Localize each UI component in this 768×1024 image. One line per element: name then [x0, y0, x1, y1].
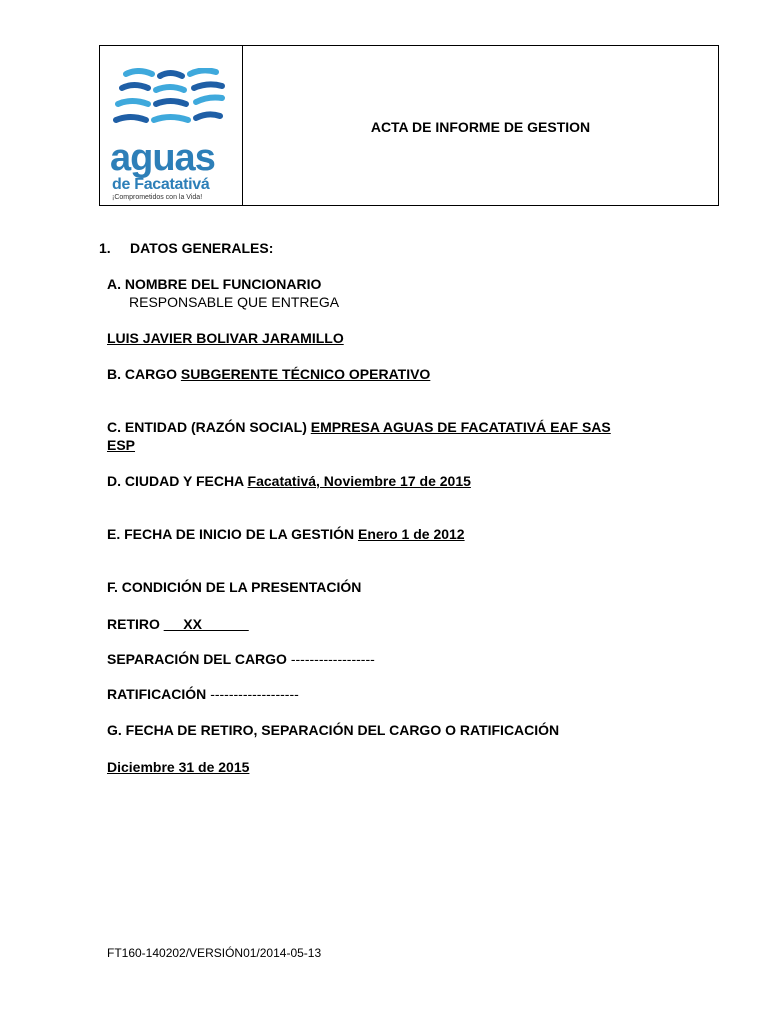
item-d-row — [107, 473, 471, 490]
item-a-value: LUIS JAVIER BOLIVAR JARAMILLO — [107, 330, 344, 346]
item-c-row — [107, 419, 611, 436]
water-waves-logo-icon — [108, 68, 234, 138]
item-a-sublabel: RESPONSABLE QUE ENTREGA — [129, 294, 340, 310]
item-a-label: A. NOMBRE DEL FUNCIONARIO — [107, 276, 322, 292]
item-e-row — [107, 526, 465, 543]
document-title: ACTA DE INFORME DE GESTION — [370, 119, 591, 135]
separacion-row — [107, 651, 375, 668]
item-g-value: Diciembre 31 de 2015 — [107, 759, 250, 775]
item-c-value-continued: ESP — [107, 437, 136, 453]
ratificacion-label: RATIFICACIÓN — [107, 686, 211, 702]
header-table — [99, 45, 719, 206]
item-f-label: F. CONDICIÓN DE LA PRESENTACIÓN — [107, 579, 362, 595]
section-title: DATOS GENERALES: — [130, 240, 274, 256]
logo-subtitle: de Facatativá — [112, 176, 210, 193]
logo-tagline: ¡Comprometidos con la Vida! — [112, 194, 203, 201]
title-cell — [243, 46, 718, 205]
item-d-value: Facatativá, Noviembre 17 de 2015 — [247, 473, 471, 489]
item-c-value: EMPRESA AGUAS DE FACATATIVÁ EAF SAS — [310, 419, 611, 435]
section-number: 1. — [99, 240, 111, 256]
item-e-label: E. FECHA DE INICIO DE LA GESTIÓN — [107, 526, 358, 542]
ratificacion-row — [107, 686, 299, 703]
retiro-row — [107, 616, 249, 633]
separacion-value: ------------------ — [290, 651, 375, 667]
item-b-value: SUBGERENTE TÉCNICO OPERATIVO — [180, 366, 431, 382]
retiro-value: __ XX______ — [163, 616, 249, 632]
logo-wordmark: aguas — [110, 137, 215, 179]
retiro-label: RETIRO — [107, 616, 164, 632]
item-e-value: Enero 1 de 2012 — [357, 526, 465, 542]
item-d-label: D. CIUDAD Y FECHA — [107, 473, 248, 489]
item-g-label: G. FECHA DE RETIRO, SEPARACIÓN DEL CARGO O RATIFICACIÓN — [107, 722, 560, 738]
item-c-label: C. ENTIDAD (RAZÓN SOCIAL) — [107, 419, 311, 435]
ratificacion-value: ------------------- — [210, 686, 299, 702]
item-b-row — [107, 366, 430, 383]
separacion-label: SEPARACIÓN DEL CARGO — [107, 651, 291, 667]
footer-form-code: FT160-140202/VERSIÓN01/2014-05-13 — [107, 946, 322, 960]
item-b-label: B. CARGO — [107, 366, 181, 382]
logo-cell — [100, 46, 243, 205]
